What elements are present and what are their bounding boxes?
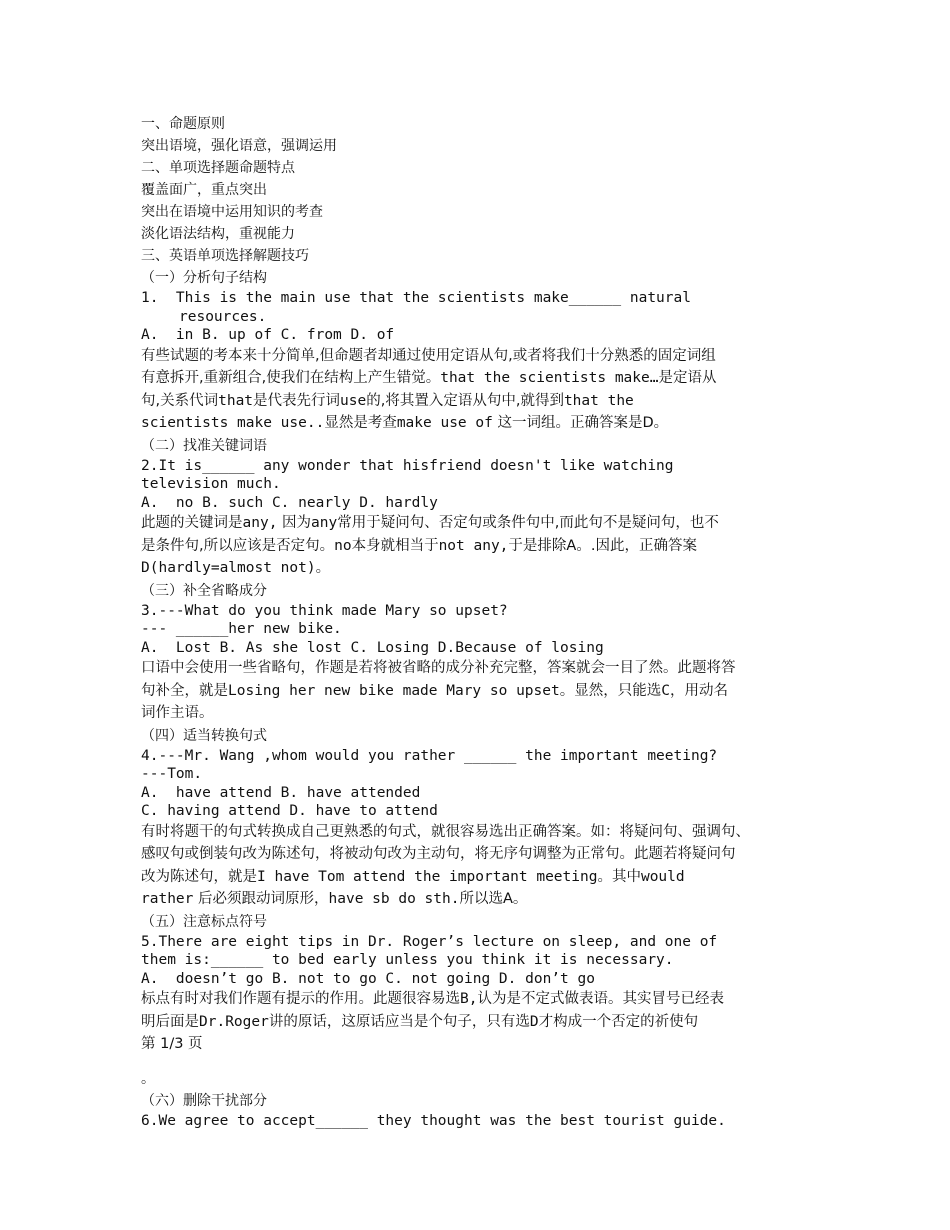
question-4-line: ---Tom.: [141, 766, 203, 782]
feature-item: 覆盖面广，重点突出: [141, 182, 267, 198]
question-6-line: 6.We agree to accept______ they thought was the best tourist guide.: [141, 1112, 726, 1129]
explanation-line: 标点有时对我们作题有提示的作用。此题很容易选B,认为是不定式做表语。其实冒号已经表: [141, 991, 724, 1007]
feature-item: 突出在语境中运用知识的考查: [141, 204, 323, 220]
continuation-mark: 。: [141, 1070, 155, 1087]
section-title: （四）适当转换句式: [141, 727, 267, 744]
document-page: [141, 113, 821, 1130]
question-4-options: C. having attend D. have to attend: [141, 803, 438, 819]
question-1-options: A. in B. up of C. from D. of: [141, 327, 395, 343]
question-3-options: A. Lost B. As she lost C. Losing D.Because of losing: [141, 639, 604, 656]
question-5-line: them is:______ to bed early unless you think it is necessary.: [141, 952, 674, 968]
explanation-line: 句补全，就是Losing her new bike made Mary so upset。显然，只能选C，用动名: [141, 682, 728, 699]
explanation-line: 口语中会使用一些省略句，作题是若将被省略的成分补充完整，答案就会一目了然。此题将答: [141, 660, 736, 676]
question-5-options: A. doesn’t go B. not to go C. not going D. don’t go: [141, 970, 595, 987]
section-title: （三）补全省略成分: [141, 582, 267, 599]
feature-item: 淡化语法结构，重视能力: [141, 226, 295, 242]
heading-features: 二、单项选择题命题特点: [141, 160, 295, 176]
explanation-line: rather 后必须跟动词原形，have sb do sth.所以选A。: [141, 891, 528, 907]
page-number: 第 1/3 页: [141, 1036, 203, 1052]
explanation-line: 明后面是Dr.Roger讲的原话，这原话应当是个句子，只有选D才构成一个否定的祈使句: [141, 1013, 699, 1030]
explanation-line: 有意拆开,重新组合,使我们在结构上产生错觉。that the scientists make…是定语从: [141, 370, 717, 386]
explanation-line: 此题的关键词是any, 因为any常用于疑问句、否定句或条件句中,而此句不是疑问句，也不: [141, 515, 719, 531]
question-2-options: A. no B. such C. nearly D. hardly: [141, 494, 438, 511]
explanation-line: 是条件句,所以应该是否定句。no本身就相当于not any,于是排除A。.因此，正确答案: [141, 537, 697, 554]
explanation-line: 改为陈述句，就是I have Tom attend the important meeting。其中would: [141, 868, 685, 885]
heading-principles: 一、命题原则: [141, 116, 225, 132]
heading-techniques: 三、英语单项选择解题技巧: [141, 248, 309, 264]
question-2-line: television much.: [141, 476, 281, 492]
section-title: （一）分析句子结构: [141, 270, 267, 286]
question-3-line: --- ______her new bike.: [141, 621, 342, 637]
section-title: （六）删除干扰部分: [141, 1092, 267, 1109]
explanation-line: 有时将题干的句式转换成自己更熟悉的句式，就很容易选出正确答案。如：将疑问句、强调句、: [141, 823, 750, 840]
question-1-line: resources.: [179, 308, 267, 325]
explanation-line: 有些试题的考本来十分简单,但命题者却通过使用定语从句,或者将我们十分熟悉的固定词组: [141, 347, 716, 364]
explanation-line: 句,关系代词that是代表先行词use的,将其置入定语从句中,就得到that the: [141, 392, 634, 409]
explanation-line: scientists make use..显然是考查make use of 这一词组。正确答案是D。: [141, 415, 669, 431]
question-2-line: 2.It is______ any wonder that hisfriend doesn't like watching: [141, 457, 674, 474]
section-title: （五）注意标点符号: [141, 913, 267, 930]
explanation-line: D(hardly=almost not)。: [141, 560, 331, 576]
principles-text: 突出语境，强化语意，强调运用: [141, 138, 337, 154]
question-4-options: A. have attend B. have attended: [141, 784, 421, 801]
question-5-line: 5.There are eight tips in Dr. Roger’s lecture on sleep, and one of: [141, 933, 718, 950]
question-4-line: 4.---Mr. Wang ,whom would you rather ______ the important meeting?: [141, 747, 718, 764]
question-1-line: 1. This is the main use that the scientists make______ natural: [141, 290, 691, 306]
explanation-line: 词作主语。: [141, 705, 214, 721]
question-3-line: 3.---What do you think made Mary so upset?: [141, 602, 508, 619]
section-title: （二）找准关键词语: [141, 437, 267, 454]
explanation-line: 感叹句或倒装句改为陈述句，将被动句改为主动句，将无序句调整为正常句。此题若将疑问句: [141, 846, 736, 862]
